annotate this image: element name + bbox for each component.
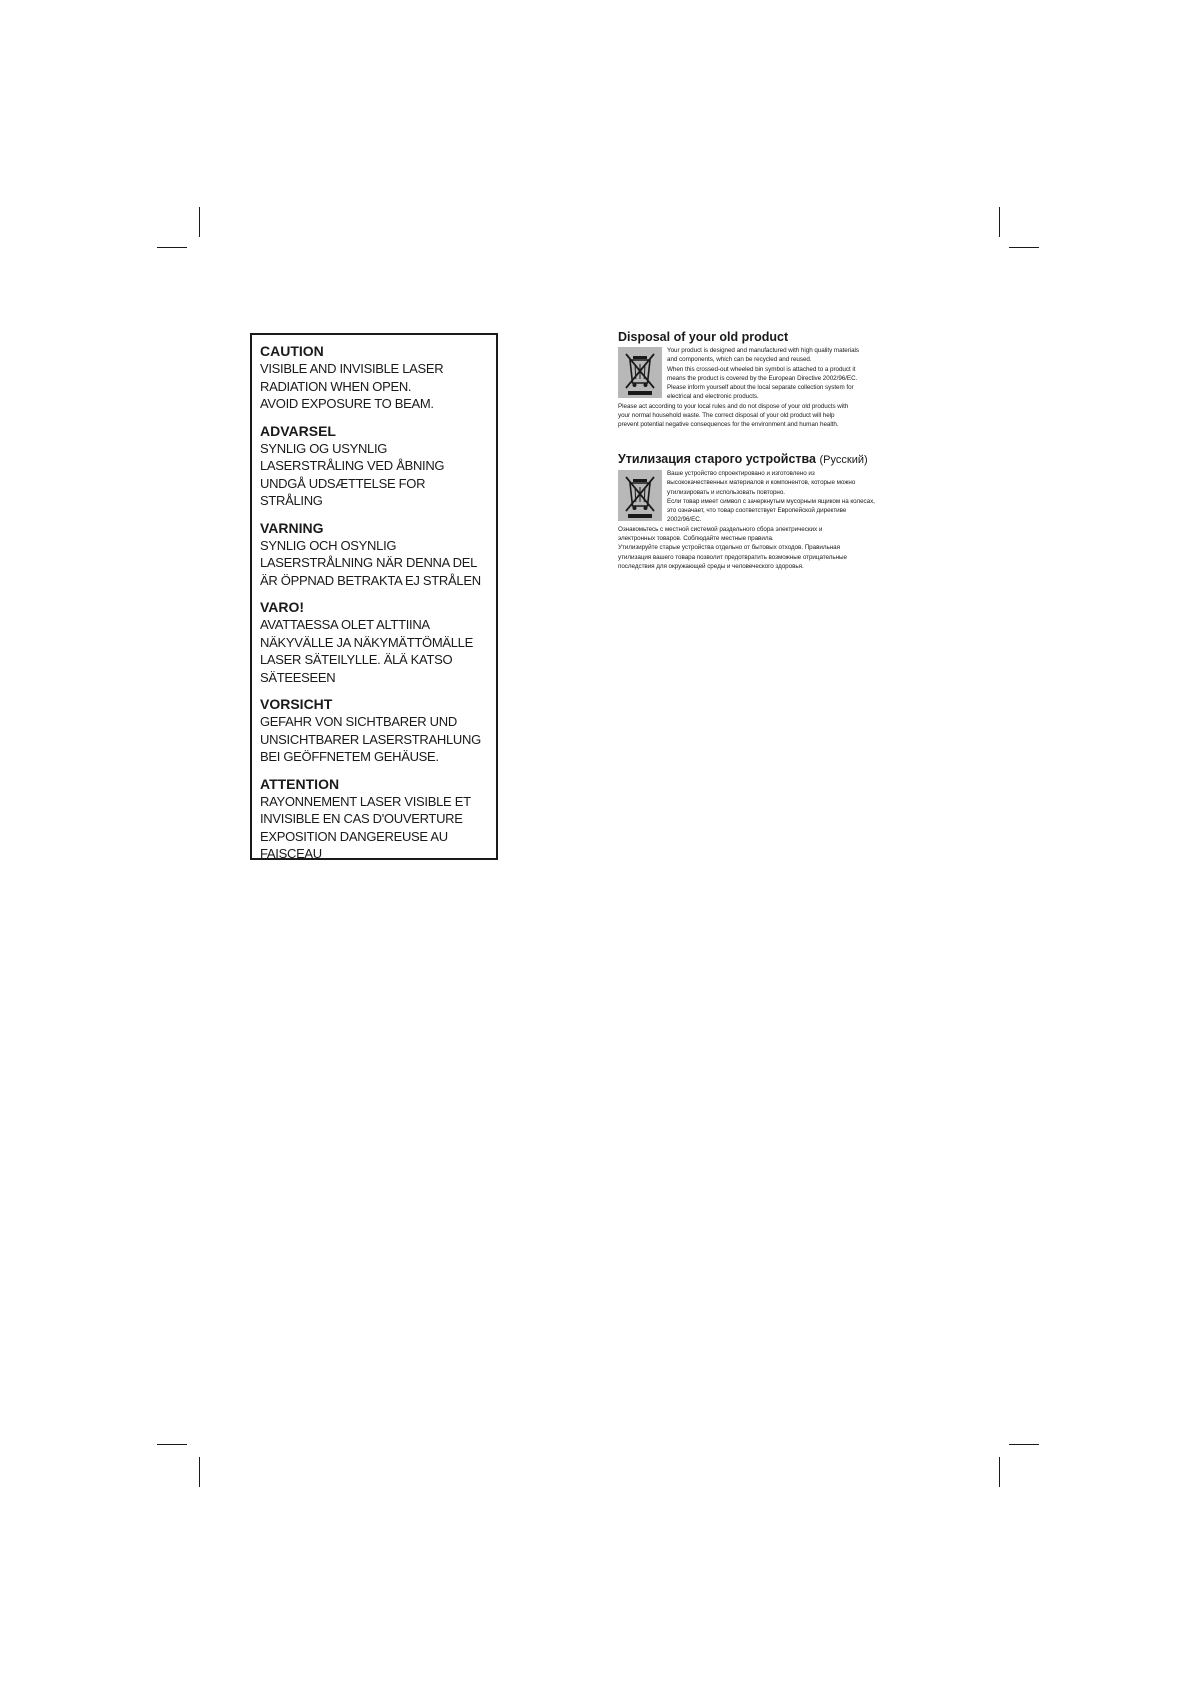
- disposal-title: [618, 330, 918, 345]
- disposal-text-line: Ваше устройство спроектировано и изготовлено из: [667, 470, 815, 477]
- disposal-text-line: Please act according to your local rules and do not dispose of your old products with: [618, 402, 849, 410]
- warning-heading: VARO!: [260, 599, 305, 615]
- disposal-text-line: Your product is designed and manufactured with high quality materials: [667, 347, 859, 354]
- crossed-out-wheeled-bin-icon: [618, 347, 662, 398]
- warning-line: NÄKYVÄLLE JA NÄKYMÄTTÖMÄLLE: [260, 634, 473, 650]
- language-label: (Русский): [819, 454, 868, 466]
- disposal-text-line: Утилизируйте старые устройства отдельно от бытовых отходов. Правильная: [618, 544, 840, 552]
- crop-mark-top-right-horizontal: [1009, 247, 1039, 248]
- disposal-title-text: Disposal of your old product: [618, 330, 789, 344]
- disposal-section-ru: [618, 452, 918, 571]
- warning-heading: ADVARSEL: [260, 422, 336, 439]
- disposal-section-en: [618, 330, 918, 430]
- warning-block-fr: [260, 775, 488, 863]
- warning-line: UNSICHTBARER LASERSTRAHLUNG: [260, 731, 481, 747]
- disposal-text-line: электронных товаров. Соблюдайте местные правила.: [618, 535, 774, 543]
- disposal-text-line: утилизация вашего товара позволит предотвратить возможные отрицательные: [618, 553, 847, 561]
- crop-mark-top-left-vertical: [199, 207, 200, 237]
- warning-line: LASER SÄTEILYLLE. ÄLÄ KATSO: [260, 652, 453, 667]
- warning-line: INVISIBLE EN CAS D'OUVERTURE: [260, 811, 463, 826]
- warning-line: UNDGÅ UDSÆTTELSE FOR: [260, 475, 426, 491]
- warning-line: LASERSTRÅLING VED ÅBNING: [260, 458, 445, 473]
- warning-heading: ATTENTION: [260, 775, 340, 792]
- disposal-text-line: Please inform yourself about the local separate collection system for: [667, 384, 854, 392]
- warning-line: AVATTAESSA OLET ALTTIINA: [260, 617, 430, 632]
- warning-line: LASERSTRÅLNING NÄR DENNA DEL: [260, 555, 477, 570]
- disposal-text-line: утилизировать и использовать повторно.: [667, 488, 785, 496]
- warning-block-sv: [260, 519, 488, 590]
- disposal-text-line: 2002/96/EC.: [667, 516, 702, 524]
- disposal-text-line: your normal household waste. The correct disposal of your old product will help: [618, 412, 835, 420]
- disposal-text-line: means the product is covered by the European Directive 2002/96/EC.: [667, 374, 858, 382]
- warning-line: ÄR ÖPPNAD BETRAKTA EJ STRÅLEN: [260, 572, 481, 588]
- disposal-title-text: Утилизация старого устройства: [618, 452, 817, 466]
- crossed-out-wheeled-bin-icon: [618, 470, 662, 521]
- disposal-text-line: prevent potential negative consequences for the environment and human health.: [618, 421, 839, 429]
- warning-line: RAYONNEMENT LASER VISIBLE ET: [260, 793, 471, 809]
- laser-caution-box: [250, 333, 498, 860]
- disposal-text-line: последствия для окружающей среды и человеческого здоровья.: [618, 562, 804, 570]
- disposal-text-line: Ознакомьтесь с местной системой раздельного сбора электрических и: [618, 525, 823, 533]
- crop-mark-bottom-right-horizontal: [1009, 1444, 1039, 1445]
- disposal-text-line: Если товар имеет символ с зачеркнутым мусорным ящиком на колесах,: [667, 497, 875, 505]
- crop-mark-bottom-right-vertical: [999, 1457, 1000, 1487]
- warning-block-en: [260, 342, 488, 413]
- warning-line: SYNLIG OCH OSYNLIG: [260, 537, 397, 553]
- warning-line: AVOID EXPOSURE TO BEAM.: [260, 396, 434, 411]
- warning-heading: VARNING: [260, 519, 324, 536]
- disposal-body: [618, 346, 918, 430]
- warning-line: BEI GEÖFFNETEM GEHÄUSE.: [260, 749, 439, 764]
- disposal-text-line: and components, which can be recycled and reused.: [667, 356, 812, 364]
- warning-line: STRÅLING: [260, 493, 323, 508]
- warning-heading: CAUTION: [260, 343, 324, 359]
- crop-mark-bottom-left-horizontal: [157, 1444, 187, 1445]
- disposal-body: [618, 469, 918, 571]
- crop-mark-top-right-vertical: [999, 207, 1000, 237]
- warning-line: VISIBLE AND INVISIBLE LASER: [260, 361, 444, 376]
- warning-block-fi: [260, 598, 488, 686]
- warning-line: FAISCEAU: [260, 846, 322, 861]
- warning-heading: VORSICHT: [260, 696, 333, 712]
- disposal-title: [618, 452, 918, 468]
- warning-line: EXPOSITION DANGEREUSE AU: [260, 828, 448, 844]
- warning-line: SÄTEESEEN: [260, 669, 336, 685]
- warning-block-de: [260, 695, 488, 766]
- crop-mark-top-left-horizontal: [157, 247, 187, 248]
- warning-line: SYNLIG OG USYNLIG: [260, 440, 388, 456]
- disposal-text-line: это означает, что товар соответствует Европейской директиве: [667, 507, 847, 515]
- warning-line: GEFAHR VON SICHTBARER UND: [260, 714, 457, 729]
- crop-mark-bottom-left-vertical: [199, 1457, 200, 1487]
- warning-block-da: [260, 422, 488, 510]
- disposal-text-line: When this crossed-out wheeled bin symbol is attached to a product it: [667, 365, 856, 373]
- disposal-text-line: высококачественных материалов и компонентов, которые можно: [667, 479, 856, 487]
- warning-line: RADIATION WHEN OPEN.: [260, 378, 412, 394]
- disposal-text-line: electrical and electronic products.: [667, 393, 759, 401]
